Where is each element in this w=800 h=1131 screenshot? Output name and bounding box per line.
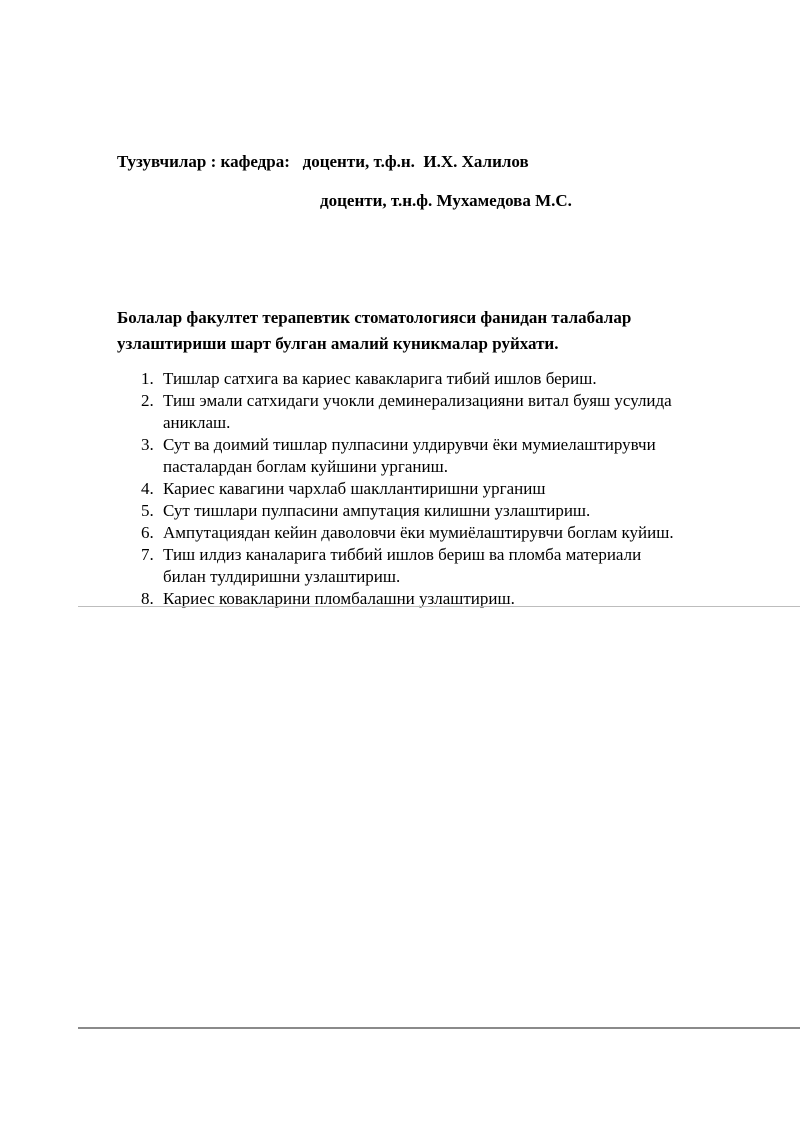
list-item-text: Сут тишлари пулпасини ампутация килишни узлаштириш. xyxy=(163,501,591,520)
list-item xyxy=(117,478,777,500)
list-item-text: Тиш илдиз каналарига тиббий ишлов бериш ва пломба материали билан тулдиришни узлаштириш. xyxy=(163,545,642,586)
list-item-text: Кариес ковакларини пломбалашни узлаштириш. xyxy=(163,589,515,608)
list-item-text: Тиш эмали сатхидаги учокли деминерализацияни витал буяш усулида аниклаш. xyxy=(163,391,672,432)
list-item xyxy=(117,390,777,434)
list-item xyxy=(117,500,777,522)
list-item xyxy=(117,544,777,588)
document-heading: Болалар факултет терапевтик стоматологияси фанидан талабалар узлаштириши шарт булган амалий куникмалар руйхати. xyxy=(117,308,632,353)
list-item-number: 5. xyxy=(141,501,154,520)
list-item xyxy=(117,434,777,478)
page-bottom-divider xyxy=(78,1027,800,1029)
list-item xyxy=(117,522,777,544)
list-item-number: 8. xyxy=(141,589,154,608)
list-item-text: Ампутациядан кейин даволовчи ёки мумиёлаштирувчи боглам куйиш. xyxy=(163,523,674,542)
authors-line-1: Тузувчилар : кафедра: доценти, т.ф.н. И.Х. Халилов xyxy=(117,152,529,171)
list-item xyxy=(117,368,777,390)
list-item-number: 3. xyxy=(141,435,154,454)
list-item-number: 2. xyxy=(141,391,154,410)
list-item-text: Сут ва доимий тишлар пулпасини улдирувчи ёки мумиелаштирувчи пасталардан боглам куйшини урганиш. xyxy=(163,435,656,476)
list-item-number: 6. xyxy=(141,523,154,542)
list-item-text: Тишлар сатхига ва кариес кавакларига тибий ишлов бериш. xyxy=(163,369,597,388)
list-item-text: Кариес кавагини чархлаб шакллантиришни урганиш xyxy=(163,479,546,498)
page-divider xyxy=(78,606,800,607)
list-item-number: 4. xyxy=(141,479,154,498)
skills-list xyxy=(117,368,777,610)
list-item-number: 7. xyxy=(141,545,154,564)
list-item-number: 1. xyxy=(141,369,154,388)
authors-line-2: доценти, т.н.ф. Мухамедова М.С. xyxy=(320,191,572,210)
